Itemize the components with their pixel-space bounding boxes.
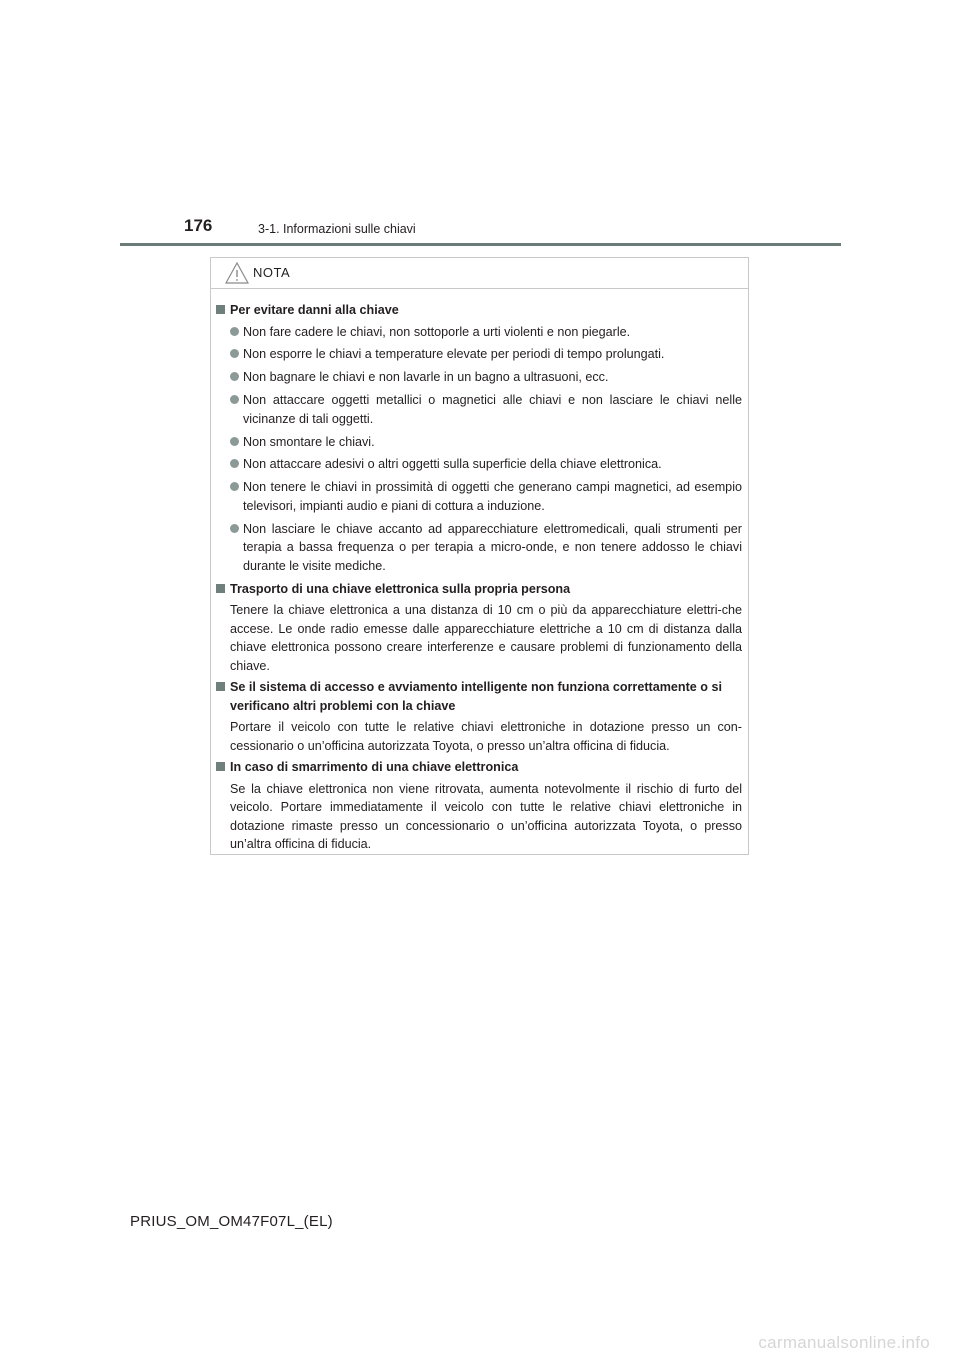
dot-bullet-icon	[230, 372, 239, 381]
page-number: 176	[184, 216, 213, 235]
section-heading: Se il sistema di accesso e avviamento intelligente non funziona correttamente o si verificano altri problemi con la chiave	[216, 678, 742, 715]
list-item: Non fare cadere le chiavi, non sottoporle a urti violenti e non piegarle.	[216, 323, 742, 342]
list-item: Non bagnare le chiavi e non lavarle in un bagno a ultrasuoni, ecc.	[216, 368, 742, 387]
dot-bullet-icon	[230, 482, 239, 491]
paragraph: Tenere la chiave elettronica a una distanza di 10 cm o più da apparecchiature elettri-che accese. Le onde radio emesse dalle apparecchiature elettriche a 10 cm di distanza dalla chiave elettronica possono creare interferenze e causare problemi di funzionamento della chiave.	[230, 603, 742, 673]
document-code: PRIUS_OM_OM47F07L_(EL)	[130, 1213, 333, 1230]
list-item: Non esporre le chiavi a temperature elevate per periodi di tempo prolungati.	[216, 345, 742, 364]
list-item: Non smontare le chiavi.	[216, 433, 742, 452]
dot-bullet-icon	[230, 437, 239, 446]
section-heading: Trasporto di una chiave elettronica sulla propria persona	[216, 580, 742, 599]
dot-bullet-icon	[230, 349, 239, 358]
notice-header	[211, 258, 748, 289]
square-bullet-icon	[216, 584, 225, 593]
warning-triangle-icon	[225, 262, 249, 284]
notice-label: NOTA	[253, 265, 291, 280]
section-heading: In caso di smarrimento di una chiave elettronica	[216, 758, 742, 777]
dot-bullet-icon	[230, 524, 239, 533]
square-bullet-icon	[216, 762, 225, 771]
section-title: 3-1. Informazioni sulle chiavi	[258, 222, 416, 236]
dot-bullet-icon	[230, 327, 239, 336]
header-rule	[120, 243, 841, 246]
square-bullet-icon	[216, 305, 225, 314]
paragraph: Se la chiave elettronica non viene ritrovata, aumenta notevolmente il rischio di furto del veicolo. Portare immediatamente il veicolo con tutte le relative chiavi elettroniche in dotazione rimaste presso un concessionario o un’officina autorizzata Toyota, o presso un’altra officina di fiducia.	[230, 781, 742, 852]
list-item: Non attaccare oggetti metallici o magnetici alle chiavi e non lasciare le chiavi nelle vicinanze di tali oggetti.	[216, 391, 742, 428]
list-item: Non tenere le chiavi in prossimità di oggetti che generano campi magnetici, ad esempio televisori, impianti audio e piani di cottura a induzione.	[216, 478, 742, 515]
paragraph: Portare il veicolo con tutte le relative chiavi elettroniche in dotazione presso un con-cessionario o un’officina autorizzata Toyota, o presso un’altra officina di fiducia.	[230, 720, 742, 753]
watermark: carmanualsonline.info	[758, 1333, 930, 1352]
notice-body	[211, 289, 748, 854]
section-heading: Per evitare danni alla chiave	[216, 301, 742, 320]
dot-bullet-icon	[230, 395, 239, 404]
list-item: Non attaccare adesivi o altri oggetti sulla superficie della chiave elettronica.	[216, 455, 742, 474]
dot-bullet-icon	[230, 459, 239, 468]
list-item: Non lasciare le chiave accanto ad apparecchiature elettromedicali, quali strumenti per terapia a bassa frequenza o per terapia a micro-onde, e non tenere addosso le chiavi durante le visite mediche.	[216, 520, 742, 576]
notice-box	[210, 257, 749, 855]
square-bullet-icon	[216, 682, 225, 691]
